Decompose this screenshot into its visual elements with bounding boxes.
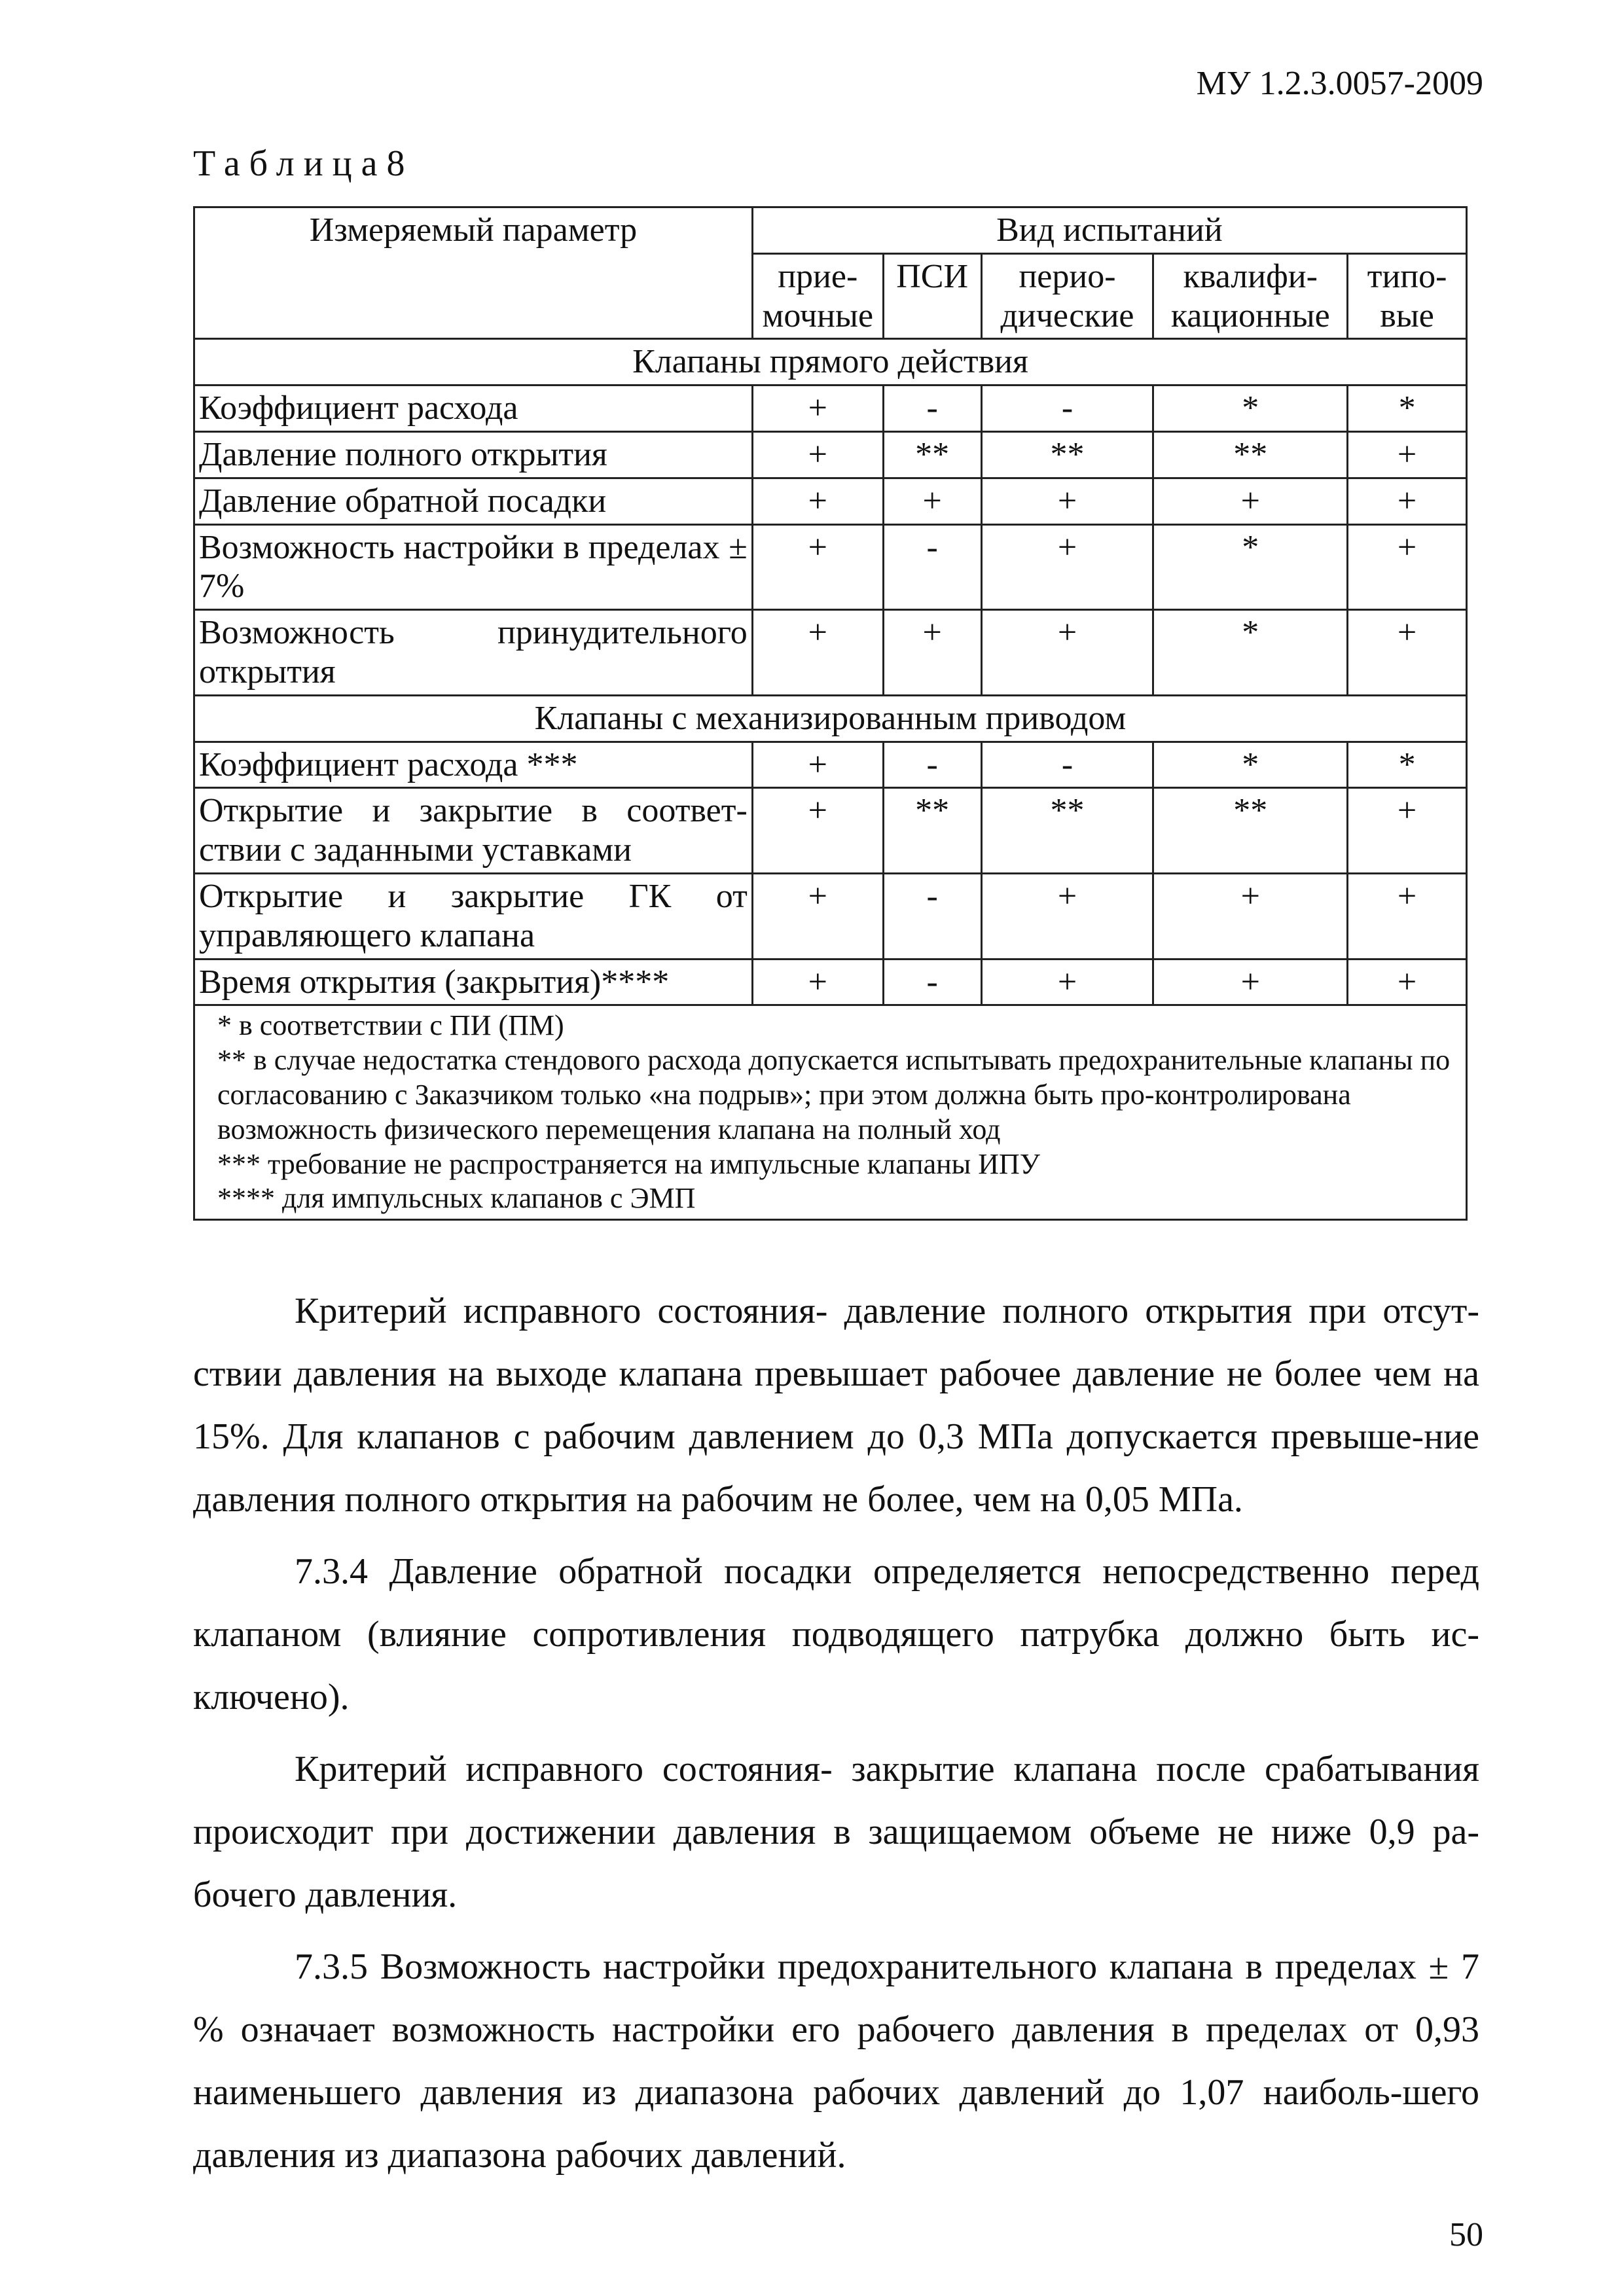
test-mark: - [981,386,1153,432]
test-mark: + [752,742,883,788]
note-2: ** в случае недостатка стендового расхода допускается испытывать предохранительные клапаны по согласованию с Заказчиком только «на подрыв»; при этом должна быть про-контролирована возможность физического перемещения клапана на полный ход [217,1044,1451,1145]
test-mark: + [1348,959,1467,1005]
parameter-name: Коэффициент расхода [194,386,753,432]
test-mark: + [1348,478,1467,524]
col-header-line1: перио- [1019,257,1116,295]
table-notes [194,1005,1467,1220]
parameter-name: Время открытия (закрытия)**** [194,959,753,1005]
test-mark: - [981,742,1153,788]
test-mark: * [1153,524,1348,610]
page-number: 50 [1449,2216,1483,2253]
test-mark: + [1348,431,1467,478]
paragraph-7-3-4: 7.3.4 Давление обратной посадки определяется непосредственно перед клапаном (влияние сопротивления подводящего патрубка должно быть ис-ключено). [193,1551,1479,1717]
col-header-periodic [981,253,1153,339]
test-mark: + [981,478,1153,524]
test-types-header: Вид испытаний [752,207,1466,254]
table-caption: Таблица8 [193,143,414,184]
section-title: Клапаны прямого действия [194,339,1467,386]
col-header-line2: вые [1380,296,1434,334]
col-header-acceptance [752,253,883,339]
document-code: МУ 1.2.3.0057-2009 [1196,65,1483,102]
col-header-type [1348,253,1467,339]
paragraph-criterion-close: Критерий исправного состояния- закрытие клапана после срабатывания происходит при достижении давления в защищаемом объеме не ниже 0,9 ра-бочего давления. [193,1749,1479,1915]
test-mark: * [1348,742,1467,788]
col-header-line1: типо- [1367,257,1447,295]
test-mark: - [883,873,981,959]
table-body [194,339,1467,1005]
test-mark: - [883,386,981,432]
test-mark: * [1153,742,1348,788]
test-mark: + [1153,959,1348,1005]
test-mark: + [752,788,883,874]
note-4: **** для импульсных клапанов с ЭМП [217,1182,696,1215]
parameter-name: Давление полного открытия [194,431,753,478]
test-mark: ** [883,431,981,478]
test-mark: + [1348,524,1467,610]
table-row [194,873,1467,959]
test-mark: + [752,524,883,610]
section-title: Клапаны с механизированным приводом [194,695,1467,742]
test-mark: - [883,959,981,1005]
col-header-line1: квалифи- [1183,257,1318,295]
table-row [194,788,1467,874]
col-header-line1: прие- [778,257,858,295]
col-header-line2: дические [1000,296,1134,334]
test-mark: + [883,478,981,524]
test-mark: + [981,959,1153,1005]
notes-row [194,1005,1467,1220]
test-mark: + [1348,610,1467,696]
test-mark: + [752,478,883,524]
parameter-name: Открытие и закрытие ГК от управляющего клапана [194,873,753,959]
test-mark: + [1348,788,1467,874]
test-mark: ** [883,788,981,874]
test-mark: ** [981,431,1153,478]
parameter-name: Открытие и закрытие в соответ-ствии с заданными уставками [194,788,753,874]
test-mark: + [981,873,1153,959]
test-mark: + [883,610,981,696]
col-header-line1: ПСИ [896,257,969,295]
test-mark: ** [981,788,1153,874]
table-row [194,959,1467,1005]
note-3: *** требование не распространяется на импульсные клапаны ИПУ [217,1147,1040,1180]
test-mark: + [752,386,883,432]
parameter-name: Давление обратной посадки [194,478,753,524]
test-mark: + [1348,873,1467,959]
paragraph-7-3-5: 7.3.5 Возможность настройки предохранительного клапана в пределах ± 7 % означает возможность настройки его рабочего давления в пределах от 0,93 наименьшего давления из диапазона рабочих давлений до 1,07 наиболь-шего давления из диапазона рабочих давлений. [193,1946,1479,2176]
test-mark: ** [1153,431,1348,478]
test-mark: - [883,742,981,788]
test-types-table [193,206,1468,1221]
test-mark: + [981,610,1153,696]
table-header-row [194,207,1467,254]
table-row [194,386,1467,432]
col-header-line2: мочные [762,296,874,334]
test-mark: + [1153,478,1348,524]
note-1: * в соответствии с ПИ (ПМ) [217,1009,564,1042]
test-mark: + [752,431,883,478]
test-mark: + [1153,873,1348,959]
test-mark: + [752,873,883,959]
test-mark: + [981,524,1153,610]
table-row [194,478,1467,524]
test-mark: - [883,524,981,610]
col-header-line2: кационные [1170,296,1330,334]
test-mark: + [752,610,883,696]
test-mark: * [1153,386,1348,432]
table-row [194,431,1467,478]
table-row [194,610,1467,696]
body-text [193,1280,1479,2196]
test-mark: * [1153,610,1348,696]
parameter-name: Возможность принудительного открытия [194,610,753,696]
test-mark: ** [1153,788,1348,874]
table-row [194,742,1467,788]
test-mark: * [1348,386,1467,432]
test-mark: + [752,959,883,1005]
section-row [194,339,1467,386]
paragraph-criterion-open: Критерий исправного состояния- давление полного открытия при отсут-ствии давления на выходе клапана превышает рабочее давление не более чем на 15%. Для клапанов с рабочим давлением до 0,3 МПа допускается превыше-ние давления полного открытия на рабочим не более, чем на 0,05 МПа. [193,1291,1479,1520]
table-row [194,524,1467,610]
parameter-name: Возможность настройки в пределах ± 7% [194,524,753,610]
col-header-psi [883,253,981,339]
param-column-header: Измеряемый параметр [194,207,753,339]
col-header-qualification [1153,253,1348,339]
section-row [194,695,1467,742]
parameter-name: Коэффициент расхода *** [194,742,753,788]
